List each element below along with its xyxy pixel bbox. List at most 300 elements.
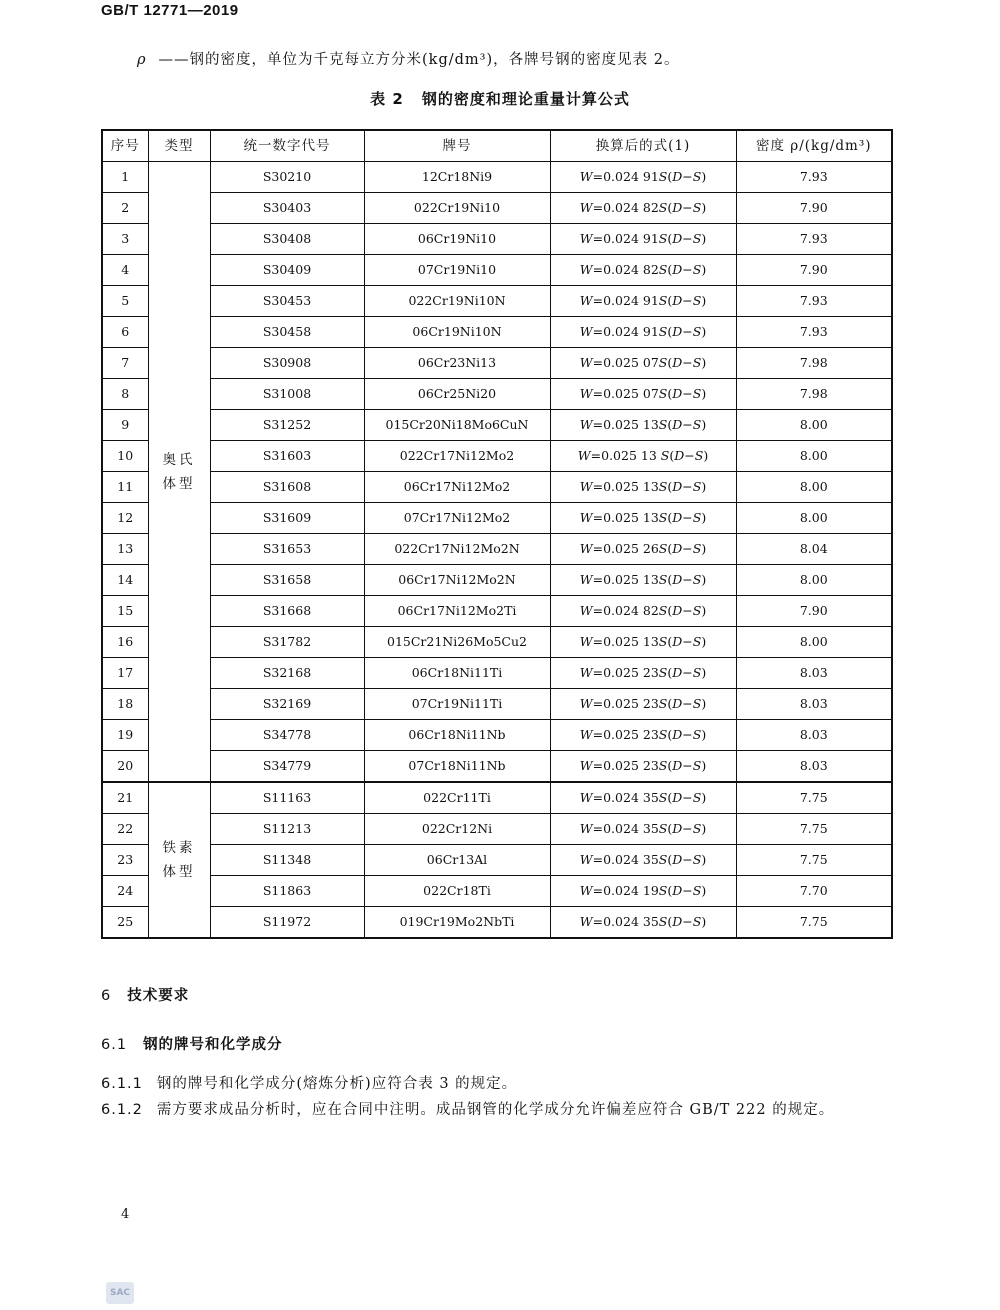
formula-part: (: [669, 448, 675, 463]
table-row: [102, 751, 892, 783]
cell-density: 7.90: [736, 193, 892, 224]
formula-part: S: [658, 852, 668, 867]
formula-part: −: [682, 293, 693, 308]
formula-part: S: [658, 914, 668, 929]
formula-part: D: [672, 231, 683, 246]
formula-part: D: [672, 696, 683, 711]
formula-part: S: [658, 603, 668, 618]
cell-serial-no: 18: [102, 689, 148, 720]
density-table: [101, 129, 893, 939]
cell-density: 7.98: [736, 348, 892, 379]
formula-part: D: [672, 417, 683, 432]
formula-part: D: [672, 603, 683, 618]
formula-part: 0.025 13: [603, 479, 659, 494]
cell-formula: [550, 286, 736, 317]
formula-part: =: [592, 914, 604, 929]
formula-part: W: [579, 200, 593, 215]
formula-part: =: [592, 324, 604, 339]
table-row: [102, 845, 892, 876]
cell-serial-no: 14: [102, 565, 148, 596]
cell-unified-code: S32168: [210, 658, 364, 689]
formula-part: ): [701, 727, 707, 742]
formula-part: S: [692, 293, 702, 308]
table-header-row: [102, 130, 892, 162]
cell-unified-code: S30458: [210, 317, 364, 348]
formula-part: (: [667, 790, 673, 805]
formula-part: ): [703, 448, 709, 463]
formula-part: S: [692, 169, 702, 184]
formula-part: S: [658, 293, 668, 308]
formula-part: =: [592, 417, 604, 432]
cell-serial-no: 11: [102, 472, 148, 503]
paragraph-6-1-1: [101, 1072, 891, 1097]
formula-part: S: [658, 696, 668, 711]
cell-serial-no: 25: [102, 907, 148, 939]
cell-grade: 06Cr17Ni12Mo2Ti: [364, 596, 550, 627]
formula-part: −: [684, 448, 695, 463]
cell-density: 7.90: [736, 255, 892, 286]
cell-formula: [550, 782, 736, 814]
formula-part: 0.024 91: [603, 169, 659, 184]
cell-density: 7.93: [736, 224, 892, 255]
cell-formula: [550, 255, 736, 286]
formula-part: S: [658, 510, 668, 525]
formula-part: S: [658, 727, 668, 742]
formula-part: 0.024 82: [603, 262, 659, 277]
cell-formula: [550, 876, 736, 907]
cell-unified-code: S31668: [210, 596, 364, 627]
formula-part: ): [701, 572, 707, 587]
cell-serial-no: 2: [102, 193, 148, 224]
formula-part: −: [682, 510, 693, 525]
cell-grade: 015Cr21Ni26Mo5Cu2: [364, 627, 550, 658]
formula-part: ): [701, 883, 707, 898]
formula-part: S: [692, 603, 702, 618]
cell-grade: 019Cr19Mo2NbTi: [364, 907, 550, 939]
table-row: [102, 224, 892, 255]
formula-part: −: [682, 200, 693, 215]
formula-part: D: [672, 510, 683, 525]
formula-part: S: [658, 324, 668, 339]
cell-formula: [550, 224, 736, 255]
cell-serial-no: 7: [102, 348, 148, 379]
formula-part: D: [672, 758, 683, 773]
cell-serial-no: 22: [102, 814, 148, 845]
formula-part: ): [701, 541, 707, 556]
table-title: [0, 88, 1000, 109]
table-number: 表 2: [370, 90, 404, 108]
formula-part: D: [672, 883, 683, 898]
formula-part: ): [701, 231, 707, 246]
header-serial-no: 序号: [102, 130, 148, 162]
cell-grade: 015Cr20Ni18Mo6CuN: [364, 410, 550, 441]
formula-part: 0.025 13: [603, 510, 659, 525]
formula-part: =: [592, 169, 604, 184]
formula-part: ): [701, 262, 707, 277]
formula-part: 0.024 35: [603, 914, 659, 929]
rho-definition-text: ——钢的密度，单位为千克每立方分米(kg/dm³)，各牌号钢的密度见表 2。: [158, 52, 680, 68]
cell-formula: [550, 845, 736, 876]
formula-part: −: [682, 790, 693, 805]
formula-part: =: [592, 696, 604, 711]
cell-density: 7.75: [736, 782, 892, 814]
formula-part: W: [579, 324, 593, 339]
header-type: 类型: [148, 130, 210, 162]
formula-part: W: [579, 572, 593, 587]
formula-part: S: [658, 665, 668, 680]
formula-part: −: [682, 169, 693, 184]
cell-serial-no: 12: [102, 503, 148, 534]
formula-part: S: [658, 200, 668, 215]
formula-part: =: [592, 541, 604, 556]
formula-part: −: [682, 417, 693, 432]
formula-part: S: [658, 169, 668, 184]
formula-part: −: [682, 914, 693, 929]
formula-part: 0.025 13: [603, 634, 659, 649]
table-row: [102, 658, 892, 689]
formula-part: =: [592, 665, 604, 680]
standard-number-header: GB/T 12771—2019: [101, 2, 239, 19]
formula-part: D: [672, 355, 683, 370]
formula-part: 0.025 13: [603, 417, 659, 432]
formula-part: (: [667, 758, 673, 773]
cell-unified-code: S31008: [210, 379, 364, 410]
cell-density: 7.93: [736, 162, 892, 193]
section-number: 6.1: [101, 1037, 128, 1053]
formula-part: ): [701, 169, 707, 184]
cell-unified-code: S31609: [210, 503, 364, 534]
formula-part: D: [672, 634, 683, 649]
formula-part: W: [579, 262, 593, 277]
rho-symbol: ρ: [137, 52, 147, 68]
formula-part: ): [701, 914, 707, 929]
cell-grade: 022Cr18Ti: [364, 876, 550, 907]
formula-part: D: [672, 790, 683, 805]
formula-part: −: [682, 231, 693, 246]
table-row: [102, 876, 892, 907]
type-line: 奥氏: [162, 451, 196, 468]
formula-part: D: [672, 386, 683, 401]
cell-grade: 06Cr19Ni10: [364, 224, 550, 255]
formula-part: D: [672, 572, 683, 587]
cell-density: 8.00: [736, 503, 892, 534]
table-row: [102, 534, 892, 565]
formula-part: =: [592, 572, 604, 587]
cell-grade: 07Cr19Ni10: [364, 255, 550, 286]
formula-part: W: [579, 169, 593, 184]
formula-part: S: [692, 355, 702, 370]
cell-unified-code: S11213: [210, 814, 364, 845]
formula-part: S: [658, 634, 668, 649]
formula-part: 0.025 07: [603, 386, 659, 401]
formula-part: 0.024 19: [603, 883, 659, 898]
cell-grade: 07Cr18Ni11Nb: [364, 751, 550, 783]
cell-serial-no: 21: [102, 782, 148, 814]
formula-part: S: [692, 665, 702, 680]
table-row: [102, 627, 892, 658]
cell-formula: [550, 410, 736, 441]
cell-grade: 06Cr23Ni13: [364, 348, 550, 379]
table-row: [102, 689, 892, 720]
cell-serial-no: 10: [102, 441, 148, 472]
formula-part: =: [592, 758, 604, 773]
formula-part: −: [682, 696, 693, 711]
formula-part: S: [692, 262, 702, 277]
cell-unified-code: S31653: [210, 534, 364, 565]
formula-part: S: [692, 634, 702, 649]
formula-part: S: [658, 355, 668, 370]
formula-part: S: [692, 821, 702, 836]
formula-part: =: [592, 355, 604, 370]
cell-unified-code: S30210: [210, 162, 364, 193]
section-title: 技术要求: [127, 988, 190, 1004]
formula-part: −: [682, 665, 693, 680]
formula-part: =: [592, 790, 604, 805]
cell-formula: [550, 565, 736, 596]
formula-part: 0.025 26: [603, 541, 659, 556]
cell-grade: 022Cr12Ni: [364, 814, 550, 845]
cell-unified-code: S31658: [210, 565, 364, 596]
cell-grade: 022Cr17Ni12Mo2: [364, 441, 550, 472]
formula-part: S: [658, 262, 668, 277]
cell-formula: [550, 472, 736, 503]
formula-part: −: [682, 727, 693, 742]
formula-part: 0.025 07: [603, 355, 659, 370]
clause-text: 钢的牌号和化学成分(熔炼分析)应符合表 3 的规定。: [156, 1076, 518, 1092]
cell-serial-no: 15: [102, 596, 148, 627]
formula-part: (: [667, 821, 673, 836]
formula-part: 0.025 23: [603, 696, 659, 711]
formula-part: W: [579, 417, 593, 432]
formula-part: W: [579, 510, 593, 525]
formula-part: ): [701, 417, 707, 432]
formula-part: =: [592, 200, 604, 215]
clause-number: 6.1.1: [101, 1076, 143, 1092]
formula-part: S: [692, 696, 702, 711]
table-row: [102, 565, 892, 596]
formula-part: =: [592, 603, 604, 618]
table-row: [102, 472, 892, 503]
cell-formula: [550, 534, 736, 565]
cell-unified-code: S30403: [210, 193, 364, 224]
type-line: 铁素: [162, 840, 196, 856]
formula-part: S: [658, 417, 668, 432]
formula-part: W: [579, 790, 593, 805]
header-formula: 换算后的式(1): [550, 130, 736, 162]
cell-serial-no: 9: [102, 410, 148, 441]
paragraph-6-1-2: [101, 1098, 891, 1123]
formula-part: ): [701, 758, 707, 773]
formula-part: −: [682, 324, 693, 339]
cell-density: 7.98: [736, 379, 892, 410]
formula-part: =: [592, 634, 604, 649]
formula-part: S: [692, 417, 702, 432]
formula-part: =: [592, 852, 604, 867]
cell-unified-code: S11972: [210, 907, 364, 939]
cell-formula: [550, 689, 736, 720]
formula-part: S: [658, 790, 668, 805]
formula-part: S: [658, 883, 668, 898]
formula-part: 0.025 13: [603, 572, 659, 587]
formula-part: S: [692, 324, 702, 339]
header-unified-code: 统一数字代号: [210, 130, 364, 162]
formula-part: S: [692, 914, 702, 929]
formula-part: S: [692, 386, 702, 401]
cell-formula: [550, 317, 736, 348]
formula-part: =: [592, 510, 604, 525]
sac-watermark-logo: SAC: [106, 1282, 134, 1304]
formula-part: 0.024 82: [603, 200, 659, 215]
table-row: [102, 596, 892, 627]
formula-part: W: [579, 355, 593, 370]
formula-part: (: [667, 262, 673, 277]
formula-part: (: [667, 324, 673, 339]
formula-part: 0.024 91: [603, 293, 659, 308]
formula-part: S: [692, 883, 702, 898]
cell-grade: 06Cr19Ni10N: [364, 317, 550, 348]
table-row: [102, 503, 892, 534]
formula-part: S: [694, 448, 704, 463]
cell-serial-no: 3: [102, 224, 148, 255]
formula-part: D: [672, 324, 683, 339]
table-row: [102, 441, 892, 472]
cell-grade: 06Cr17Ni12Mo2: [364, 472, 550, 503]
formula-part: W: [579, 665, 593, 680]
cell-formula: [550, 658, 736, 689]
formula-part: ): [701, 790, 707, 805]
formula-part: S: [660, 448, 670, 463]
cell-serial-no: 1: [102, 162, 148, 193]
formula-part: D: [672, 262, 683, 277]
formula-part: S: [692, 541, 702, 556]
formula-part: S: [692, 510, 702, 525]
formula-part: D: [674, 448, 685, 463]
cell-unified-code: S32169: [210, 689, 364, 720]
formula-part: (: [667, 603, 673, 618]
table-row: [102, 907, 892, 939]
cell-grade: 06Cr25Ni20: [364, 379, 550, 410]
formula-part: −: [682, 262, 693, 277]
formula-part: 0.025 23: [603, 727, 659, 742]
formula-part: (: [667, 417, 673, 432]
formula-part: −: [682, 821, 693, 836]
formula-part: W: [579, 758, 593, 773]
formula-part: D: [672, 852, 683, 867]
cell-density: 7.75: [736, 814, 892, 845]
cell-formula: [550, 441, 736, 472]
cell-unified-code: S11863: [210, 876, 364, 907]
table-row: [102, 782, 892, 814]
formula-part: S: [658, 231, 668, 246]
cell-serial-no: 5: [102, 286, 148, 317]
cell-unified-code: S11163: [210, 782, 364, 814]
cell-type: [148, 162, 210, 783]
formula-part: ): [701, 603, 707, 618]
cell-density: 8.03: [736, 720, 892, 751]
formula-part: (: [667, 386, 673, 401]
cell-formula: [550, 814, 736, 845]
cell-formula: [550, 348, 736, 379]
cell-serial-no: 24: [102, 876, 148, 907]
cell-unified-code: S31252: [210, 410, 364, 441]
formula-part: 0.024 82: [603, 603, 659, 618]
cell-formula: [550, 720, 736, 751]
cell-density: 7.75: [736, 845, 892, 876]
clause-text: 需方要求成品分析时，应在合同中注明。成品钢管的化学成分允许偏差应符合 GB/T 222 的规定。: [156, 1102, 835, 1118]
table-body: [102, 162, 892, 939]
formula-part: S: [692, 572, 702, 587]
formula-part: D: [672, 821, 683, 836]
cell-serial-no: 23: [102, 845, 148, 876]
formula-part: S: [692, 727, 702, 742]
formula-part: 0.024 91: [603, 231, 659, 246]
cell-formula: [550, 503, 736, 534]
formula-part: W: [579, 479, 593, 494]
cell-unified-code: S31782: [210, 627, 364, 658]
cell-density: 8.03: [736, 751, 892, 783]
table-row: [102, 286, 892, 317]
cell-serial-no: 16: [102, 627, 148, 658]
cell-formula: [550, 751, 736, 783]
formula-part: D: [672, 665, 683, 680]
formula-part: ): [701, 852, 707, 867]
formula-part: S: [658, 821, 668, 836]
cell-unified-code: S34779: [210, 751, 364, 783]
table-row: [102, 193, 892, 224]
formula-part: −: [682, 852, 693, 867]
header-density: 密度 ρ/(kg/dm³): [736, 130, 892, 162]
cell-grade: 022Cr11Ti: [364, 782, 550, 814]
cell-density: 8.00: [736, 627, 892, 658]
page-number: 4: [121, 1207, 130, 1222]
cell-density: 8.00: [736, 472, 892, 503]
formula-part: D: [672, 200, 683, 215]
formula-part: (: [667, 634, 673, 649]
cell-unified-code: S30453: [210, 286, 364, 317]
formula-part: ): [701, 510, 707, 525]
formula-part: =: [592, 821, 604, 836]
section-number: 6: [101, 988, 112, 1004]
formula-part: W: [579, 696, 593, 711]
formula-part: −: [682, 634, 693, 649]
formula-part: 0.024 91: [603, 324, 659, 339]
formula-part: (: [667, 200, 673, 215]
table-row: [102, 720, 892, 751]
formula-part: D: [672, 169, 683, 184]
formula-part: −: [682, 541, 693, 556]
formula-part: =: [592, 479, 604, 494]
formula-part: (: [667, 355, 673, 370]
type-line: 体型: [162, 475, 196, 492]
cell-formula: [550, 379, 736, 410]
formula-part: −: [682, 386, 693, 401]
formula-part: −: [682, 883, 693, 898]
formula-part: 0.025 23: [603, 665, 659, 680]
cell-formula: [550, 596, 736, 627]
formula-part: (: [667, 572, 673, 587]
formula-part: (: [667, 510, 673, 525]
formula-part: D: [672, 479, 683, 494]
cell-density: 7.93: [736, 286, 892, 317]
cell-serial-no: 8: [102, 379, 148, 410]
formula-part: (: [667, 727, 673, 742]
formula-part: W: [579, 541, 593, 556]
formula-part: D: [672, 727, 683, 742]
formula-part: S: [692, 479, 702, 494]
cell-grade: 06Cr18Ni11Nb: [364, 720, 550, 751]
formula-part: (: [667, 914, 673, 929]
cell-grade: 06Cr18Ni11Ti: [364, 658, 550, 689]
